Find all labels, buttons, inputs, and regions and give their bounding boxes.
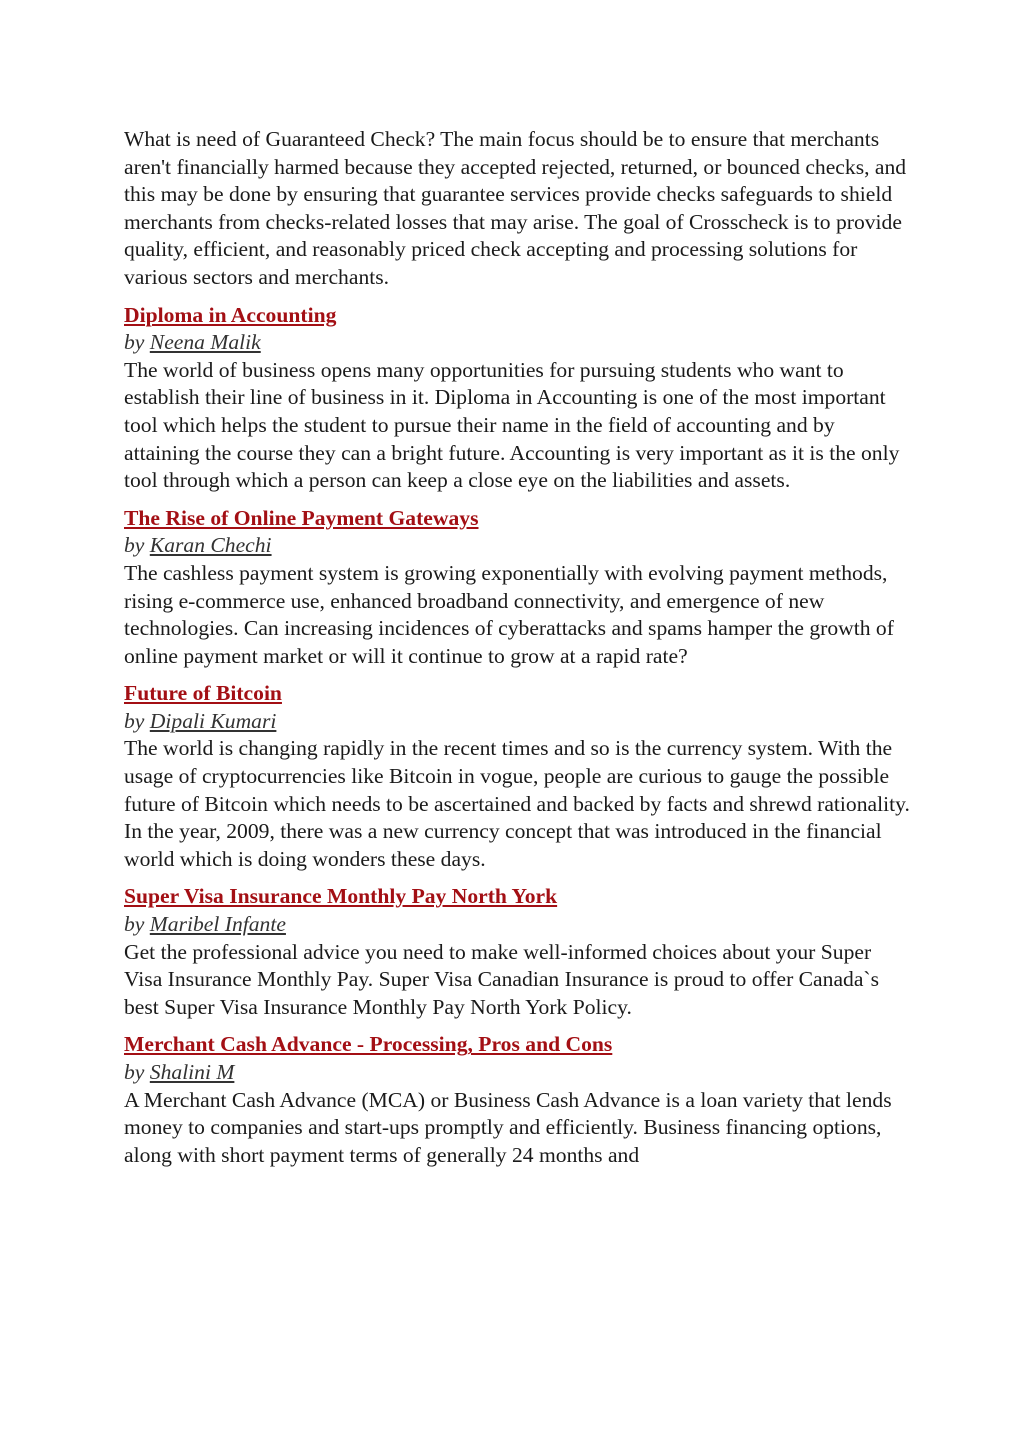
article-summary: Get the professional advice you need to make well-informed choices about your Super Visa Insurance Monthly Pay. Super Visa Canadian Insurance is proud to offer Canada`s best Super Visa Insurance Monthly Pay North York Policy. (124, 939, 879, 1019)
author-link[interactable]: Maribel Infante (149, 912, 286, 937)
article-summary: The world of business opens many opportunities for pursuing students who want to establish their line of business in it. Diploma in Accounting is one of the most important tool which helps the student to pursue their name in the field of accounting and by attaining the course they can a bright future. Accounting is very important as it is the only tool through which a person can keep a close eye on the liabilities and assets. (124, 357, 900, 493)
article-summary: The world is changing rapidly in the recent times and so is the currency system. With the usage of cryptocurrencies like Bitcoin in vogue, people are curious to gauge the possible future of Bitcoin which needs to be ascertained and backed by facts and shrewd rationality. In the year, 2009, there was a new currency concept that was introduced in the financial world which is doing wonders these days. (124, 736, 910, 871)
article-title-link[interactable]: Future of Bitcoin (124, 681, 282, 706)
article-byline (124, 532, 914, 560)
by-label: by (124, 330, 145, 355)
article-summary: The cashless payment system is growing exponentially with evolving payment methods, rising e-commerce use, enhanced broadband connectivity, and emergence of new technologies. Can increasing incidences of cyberattacks and spams hamper the growth of online payment market or will it continue to grow at a rapid rate? (124, 560, 894, 668)
document-page (124, 126, 914, 1179)
article-item (124, 505, 914, 671)
author-link[interactable]: Neena Malik (149, 330, 261, 355)
author-link[interactable]: Karan Chechi (149, 533, 272, 558)
by-label: by (124, 708, 145, 733)
article-byline (124, 329, 914, 357)
by-label: by (124, 1060, 145, 1084)
article-title-link[interactable]: Diploma in Accounting (124, 302, 337, 327)
article-title-link[interactable]: Super Visa Insurance Monthly Pay North York (124, 884, 558, 909)
article-item (124, 883, 914, 1021)
article-byline (124, 1059, 914, 1087)
article-title-link[interactable]: Merchant Cash Advance - Processing, Pros and Cons (124, 1032, 613, 1057)
article-item (124, 680, 914, 873)
by-label: by (124, 912, 145, 937)
article-byline (124, 708, 914, 736)
intro-paragraph: What is need of Guaranteed Check? The main focus should be to ensure that merchants aren't financially harmed because they accepted rejected, returned, or bounced checks, and this may be done by ensuring that guarantee services provide checks safeguards to shield merchants from checks-related losses that may arise. The goal of Crosscheck is to provide quality, efficient, and reasonably priced check accepting and processing solutions for various sectors and merchants. (124, 127, 907, 289)
article-item (124, 302, 914, 495)
article-item (124, 1031, 914, 1169)
article-byline (124, 911, 914, 939)
article-title-link[interactable]: The Rise of Online Payment Gateways (124, 505, 479, 530)
by-label: by (124, 533, 145, 558)
author-link[interactable]: Dipali Kumari (149, 708, 277, 733)
article-summary: A Merchant Cash Advance (MCA) or Business Cash Advance is a loan variety that lends money to companies and start-ups promptly and efficiently. Business financing options, along with short payment terms of generally 24 months and (124, 1087, 892, 1167)
author-link[interactable]: Shalini M (149, 1060, 235, 1084)
